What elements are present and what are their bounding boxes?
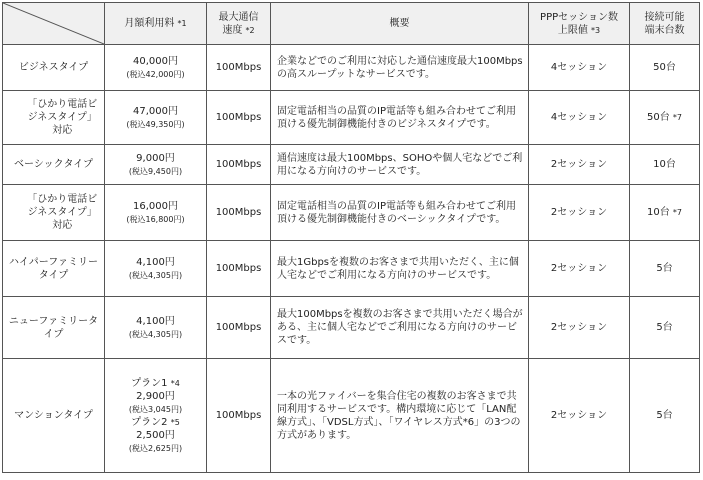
plan-ppp: 4セッション xyxy=(529,91,630,145)
plan-name: ニューファミリータイプ xyxy=(3,297,105,359)
plan-ppp: 4セッション xyxy=(529,45,630,91)
plan-overview: 企業などでのご利用に対応した通信速度最大100Mbpsの高スループットなサービスです。 xyxy=(271,45,529,91)
plan-price: 16,000円 (税込16,800円) xyxy=(105,185,207,241)
plan-price: 4,100円 (税込4,305円) xyxy=(105,241,207,297)
plan-price: 40,000円 (税込42,000円) xyxy=(105,45,207,91)
plan-speed: 100Mbps xyxy=(207,241,271,297)
plan-ppp: 2セッション xyxy=(529,359,630,473)
header-speed: 最大通信 速度 $^{*2}$ xyxy=(207,3,271,45)
table-row xyxy=(3,185,700,241)
plan-price: プラン1 $^{*4}$ 2,900円 (税込3,045円) プラン2 $^{*5}$ 2,500円 (税込2,625円) xyxy=(105,359,207,473)
plan-name: ベーシックタイプ xyxy=(3,145,105,185)
plan-speed: 100Mbps xyxy=(207,145,271,185)
plan-speed: 100Mbps xyxy=(207,45,271,91)
plan-ppp: 2セッション xyxy=(529,145,630,185)
plan-name: ハイパーファミリータイプ xyxy=(3,241,105,297)
header-ppp: PPPセッション数 上限値 $^{*3}$ xyxy=(529,3,630,45)
plan-speed: 100Mbps xyxy=(207,359,271,473)
plan-name: 「ひかり電話ビジネスタイプ」対応 xyxy=(21,185,105,241)
plan-speed: 100Mbps xyxy=(207,297,271,359)
plan-overview: 最大100Mbpsを複数のお客さまで共用いただく場合がある、主に個人宅などでご利用になる方向けのサービスです。 xyxy=(271,297,529,359)
plan-ppp: 2セッション xyxy=(529,185,630,241)
plan-ppp: 2セッション xyxy=(529,297,630,359)
plan-price: 4,100円 (税込4,305円) xyxy=(105,297,207,359)
plan-overview: 最大1Gbpsを複数のお客さまで共用いただく、主に個人宅などでご利用になる方向けのサービスです。 xyxy=(271,241,529,297)
corner-cell xyxy=(3,3,105,45)
plan-price: 47,000円 (税込49,350円) xyxy=(105,91,207,145)
plan-devices: 50台 xyxy=(630,45,700,91)
table-row xyxy=(3,145,700,185)
plan-name: 「ひかり電話ビジネスタイプ」対応 xyxy=(21,91,105,145)
header-overview: 概要 xyxy=(271,3,529,45)
indent-spacer xyxy=(3,91,21,145)
plan-overview: 固定電話相当の品質のIP電話等も組み合わせてご利用頂ける優先制御機能付きのビジネスタイプです。 xyxy=(271,91,529,145)
plan-price: 9,000円 (税込9,450円) xyxy=(105,145,207,185)
plan-speed: 100Mbps xyxy=(207,91,271,145)
plan-ppp: 2セッション xyxy=(529,241,630,297)
table-row xyxy=(3,359,700,473)
plan-devices: 5台 xyxy=(630,241,700,297)
header-row xyxy=(3,3,700,45)
header-devices: 接続可能 端末台数 xyxy=(630,3,700,45)
plan-speed: 100Mbps xyxy=(207,185,271,241)
plan-overview: 固定電話相当の品質のIP電話等も組み合わせてご利用頂ける優先制御機能付きのベーシックタイプです。 xyxy=(271,185,529,241)
plan-devices: 10台 $^{*7}$ xyxy=(630,185,700,241)
plan-devices: 5台 xyxy=(630,297,700,359)
table-row xyxy=(3,91,700,145)
pricing-table xyxy=(2,2,700,473)
plan-overview: 一本の光ファイバーを集合住宅の複数のお客さまで共同利用するサービスです。構内環境に応じて「LAN配線方式」、「VDSL方式」、「ワイヤレス方式*6」の3つの方式があります。 xyxy=(271,359,529,473)
table-row xyxy=(3,45,700,91)
table-row xyxy=(3,297,700,359)
plan-devices: 10台 xyxy=(630,145,700,185)
plan-overview: 通信速度は最大100Mbps、SOHOや個人宅などでご利用になる方向けのサービスです。 xyxy=(271,145,529,185)
indent-spacer xyxy=(3,185,21,241)
diagonal-line xyxy=(3,3,104,44)
plan-name: ビジネスタイプ xyxy=(3,45,105,91)
plan-devices: 50台 $^{*7}$ xyxy=(630,91,700,145)
plan-devices: 5台 xyxy=(630,359,700,473)
table-row xyxy=(3,241,700,297)
header-price: 月額利用料 $^{*1}$ xyxy=(105,3,207,45)
plan-name: マンションタイプ xyxy=(3,359,105,473)
